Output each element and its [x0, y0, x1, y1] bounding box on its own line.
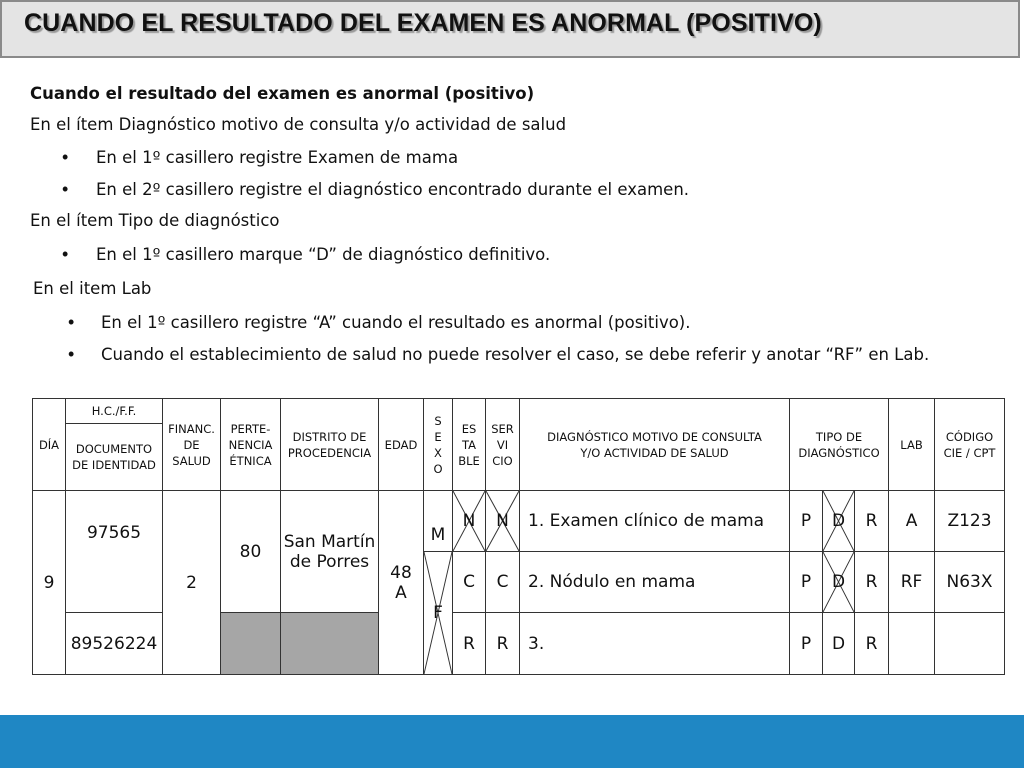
instruction-bullet: En el 1º casillero marque “D” de diagnóstico definitivo. — [96, 245, 551, 264]
instruction-item-tipo: En el ítem Tipo de diagnóstico — [30, 211, 280, 230]
cell-dia: 9 — [33, 491, 66, 675]
cell-tipo-r-3: R — [855, 613, 889, 675]
instruction-item-lab: En el item Lab — [33, 279, 152, 298]
header-financ: FINANC. DE SALUD — [163, 399, 221, 491]
cell-tipo-p-3: P — [790, 613, 823, 675]
cell-documento: 89526224 — [66, 613, 163, 675]
cell-servicio-2: C — [486, 552, 520, 613]
cell-servicio-1: N — [486, 491, 520, 552]
footer-bar — [0, 715, 1024, 768]
header-estable: ES TA BLE — [453, 399, 486, 491]
cell-codigo-3 — [935, 613, 1005, 675]
cell-edad: 48 A — [379, 491, 424, 675]
instruction-bullet: En el 2º casillero registre el diagnóstico encontrado durante el examen. — [96, 180, 690, 199]
cell-distrito-shaded — [281, 613, 379, 675]
cell-sexo-m: M — [424, 491, 453, 552]
registration-form-table — [32, 398, 1005, 675]
header-sexo: S E X O — [424, 399, 453, 491]
cell-lab-2: RF — [889, 552, 935, 613]
header-documento: DOCUMENTO DE IDENTIDAD — [66, 424, 163, 491]
header-pertenencia: PERTE- NENCIA ÉTNICA — [221, 399, 281, 491]
bullet-icon: • — [62, 147, 69, 167]
cell-tipo-p-2: P — [790, 552, 823, 613]
cell-financ: 2 — [163, 491, 221, 675]
cell-pertenencia-shaded — [221, 613, 281, 675]
bullet-icon: • — [62, 244, 69, 264]
cell-tipo-p-1: P — [790, 491, 823, 552]
cell-lab-3 — [889, 613, 935, 675]
cell-servicio-3: R — [486, 613, 520, 675]
page-title: CUANDO EL RESULTADO DEL EXAMEN ES ANORMAL (POSITIVO) — [24, 9, 822, 37]
header-codigo: CÓDIGO CIE / CPT — [935, 399, 1005, 491]
bullet-icon: • — [62, 179, 69, 199]
cell-estable-3: R — [453, 613, 486, 675]
cell-estable-2: C — [453, 552, 486, 613]
cell-distrito: San Martín de Porres — [281, 491, 379, 613]
bullet-icon: • — [68, 344, 75, 364]
cell-codigo-2: N63X — [935, 552, 1005, 613]
instructions-heading: Cuando el resultado del examen es anormal (positivo) — [30, 84, 535, 103]
cell-diagnostico-3: 3. — [520, 613, 790, 675]
header-tipo-diagnostico: TIPO DE DIAGNÓSTICO — [790, 399, 889, 491]
instruction-item-diagnostico: En el ítem Diagnóstico motivo de consulta y/o actividad de salud — [30, 115, 567, 134]
cell-pertenencia: 80 — [221, 491, 281, 613]
header-dia: DÍA — [33, 399, 66, 491]
header-distrito: DISTRITO DE PROCEDENCIA — [281, 399, 379, 491]
cell-lab-1: A — [889, 491, 935, 552]
cell-diagnostico-1: 1. Examen clínico de mama — [520, 491, 790, 552]
cell-hc: 97565 — [66, 491, 163, 613]
header-servicio: SER VI CIO — [486, 399, 520, 491]
cell-estable-1: N — [453, 491, 486, 552]
header-lab: LAB — [889, 399, 935, 491]
cell-diagnostico-2: 2. Nódulo en mama — [520, 552, 790, 613]
cell-tipo-r-1: R — [855, 491, 889, 552]
cell-tipo-r-2: R — [855, 552, 889, 613]
instruction-bullet: En el 1º casillero registre “A” cuando el resultado es anormal (positivo). — [101, 313, 691, 332]
bullet-icon: • — [68, 312, 75, 332]
cell-tipo-d-3: D — [823, 613, 855, 675]
cell-tipo-d-1: D — [823, 491, 855, 552]
cell-sexo-f: F — [424, 552, 453, 675]
cell-tipo-d-2: D — [823, 552, 855, 613]
header-edad: EDAD — [379, 399, 424, 491]
header-hcff: H.C./F.F. — [66, 399, 163, 424]
title-bar — [0, 0, 1020, 58]
cell-codigo-1: Z123 — [935, 491, 1005, 552]
header-diagnostico: DIAGNÓSTICO MOTIVO DE CONSULTA Y/O ACTIVIDAD DE SALUD — [520, 399, 790, 491]
instruction-bullet: Cuando el establecimiento de salud no puede resolver el caso, se debe referir y anotar “RF” en Lab. — [101, 345, 930, 364]
instruction-bullet: En el 1º casillero registre Examen de mama — [96, 148, 459, 167]
